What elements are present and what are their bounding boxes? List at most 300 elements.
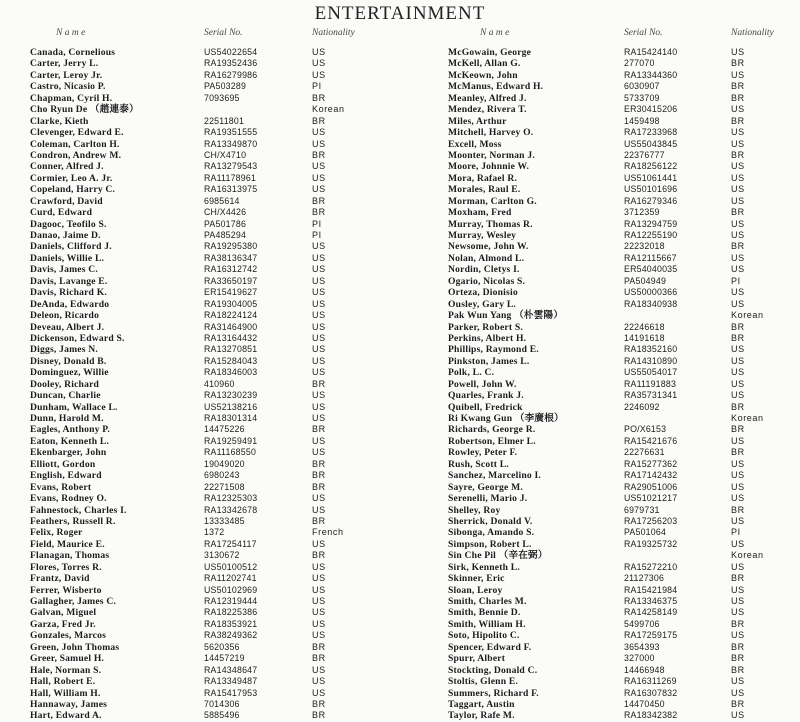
roster-row [30, 573, 400, 584]
person-name: Pinkston, James L. [448, 355, 530, 367]
roster-row [448, 630, 798, 641]
person-name: Fahnestock, Charles I. [30, 504, 127, 516]
roster-row [448, 516, 798, 527]
roster-row [448, 184, 798, 195]
nationality: BR [731, 618, 745, 629]
person-name: Dagooc, Teofilo S. [30, 218, 107, 230]
nationality: US [312, 69, 326, 80]
person-name: McGowain, George [448, 47, 532, 58]
serial-number: 19049020 [204, 458, 245, 469]
nationality: US [312, 401, 326, 412]
person-name: Condron, Andrew M. [30, 149, 122, 161]
roster-row [30, 299, 400, 310]
roster-list-left [30, 47, 400, 722]
serial-number: PA501786 [204, 218, 247, 229]
roster-row [448, 550, 798, 561]
nationality: US [312, 332, 326, 343]
roster-row [30, 402, 400, 413]
serial-number: US55054017 [624, 367, 678, 378]
serial-number: RA17233968 [624, 127, 678, 138]
serial-number: RA19259491 [204, 435, 258, 446]
person-name: Skinner, Eric [448, 573, 505, 585]
serial-number: ER30415206 [624, 104, 678, 115]
nationality: US [731, 172, 745, 183]
roster-row [448, 424, 798, 435]
roster-row [448, 470, 798, 481]
person-name: Dominguez, Willie [30, 367, 109, 379]
person-name: Polk, L. C. [448, 367, 495, 379]
roster-row [30, 482, 400, 493]
serial-number: RA11191883 [624, 378, 677, 389]
nationality: US [731, 470, 745, 481]
roster-row [30, 470, 400, 481]
nationality: French [312, 527, 344, 538]
person-name: Richards, George R. [448, 424, 536, 436]
person-name: Dooley, Richard [30, 378, 100, 390]
header-name: N a m e [56, 28, 86, 38]
roster-row [448, 390, 798, 401]
nationality: US [312, 435, 326, 446]
nationality: US [312, 607, 326, 618]
serial-number: US51021217 [624, 493, 678, 504]
nationality: US [312, 47, 326, 57]
person-name: Moore, Johnnie W. [448, 161, 530, 173]
serial-number: RA15421676 [624, 435, 678, 446]
roster-row [448, 459, 798, 470]
person-name: Nordin, Cletys I. [448, 264, 520, 276]
roster-row [448, 161, 798, 172]
person-name: Canada, Cornelious [30, 47, 116, 58]
serial-number: RA19295380 [204, 241, 258, 252]
roster-row [448, 287, 798, 298]
roster-row [448, 573, 798, 584]
serial-number: 3654393 [624, 641, 660, 652]
nationality: BR [731, 115, 745, 126]
person-name: Conner, Alfred J. [30, 161, 104, 173]
roster-row [30, 356, 400, 367]
roster-row [448, 70, 798, 81]
roster-row [448, 562, 798, 573]
nationality: BR [731, 698, 745, 709]
serial-number: 5733709 [624, 92, 660, 103]
nationality: US [731, 390, 745, 401]
serial-number: RA13344360 [624, 69, 678, 80]
serial-number: RA12115667 [624, 252, 677, 263]
roster-row [448, 607, 798, 618]
nationality: US [731, 515, 745, 526]
person-name: Morales, Raul E. [448, 184, 521, 196]
nationality: BR [312, 481, 326, 492]
roster-row [30, 630, 400, 641]
roster-row [30, 344, 400, 355]
person-name: Flanagan, Thomas [30, 550, 110, 562]
nationality: BR [731, 207, 745, 218]
roster-row [448, 436, 798, 447]
roster-row [30, 207, 400, 218]
serial-number: PO/X6153 [624, 424, 667, 435]
roster-row [448, 653, 798, 664]
person-name: Elliott, Gordon [30, 458, 96, 470]
person-name: Copeland, Harry C. [30, 184, 116, 196]
roster-row [448, 139, 798, 150]
column-header [448, 28, 798, 41]
person-name: Quarles, Frank J. [448, 390, 524, 402]
person-name: Powell, John W. [448, 378, 517, 390]
serial-number: 7014306 [204, 698, 240, 709]
nationality: US [731, 435, 745, 446]
nationality: US [312, 664, 326, 675]
nationality: US [731, 607, 745, 618]
person-name: McKeown, John [448, 69, 518, 81]
person-name: Sayre, George M. [448, 481, 523, 493]
nationality: US [731, 687, 745, 698]
person-name: Moxham, Fred [448, 207, 512, 219]
serial-number: RA17142432 [624, 470, 678, 481]
person-name: Dunham, Wallace L. [30, 401, 118, 413]
roster-row [30, 390, 400, 401]
person-name: Smith, William H. [448, 618, 526, 630]
serial-number: RA15421984 [624, 584, 678, 595]
nationality: US [731, 676, 745, 687]
nationality: US [312, 58, 326, 69]
person-name: Orteza, Dionisio [448, 287, 518, 299]
nationality: US [312, 630, 326, 641]
nationality: BR [312, 378, 326, 389]
person-name: English, Edward [30, 470, 102, 482]
nationality: US [312, 275, 326, 286]
person-name: Crawford, David [30, 195, 103, 207]
serial-number: RA13294759 [624, 218, 678, 229]
header-name: N a m e [480, 28, 510, 38]
roster-row [30, 196, 400, 207]
person-name: Soto, Hipolito C. [448, 630, 520, 642]
roster-row [448, 665, 798, 676]
person-name: Deveau, Albert J. [30, 321, 105, 333]
nationality: US [312, 584, 326, 595]
roster-row [448, 413, 798, 424]
person-name: Coleman, Carlton H. [30, 138, 120, 150]
page-title: ENTERTAINMENT [314, 3, 486, 24]
serial-number: 5620356 [204, 641, 240, 652]
serial-number: RA17254117 [204, 538, 257, 549]
serial-number: RA18340938 [624, 298, 678, 309]
nationality: BR [312, 149, 326, 160]
serial-number: CH/X4710 [204, 149, 247, 160]
nationality: Korean [731, 310, 764, 321]
nationality: US [731, 584, 745, 595]
nationality: US [731, 184, 745, 195]
serial-number: RA15417953 [204, 687, 258, 698]
serial-number: 410960 [204, 378, 235, 389]
serial-number: RA13164432 [204, 332, 258, 343]
person-name: Robertson, Elmer L. [448, 435, 536, 447]
serial-number: PA501064 [624, 527, 667, 538]
serial-number: RA19352436 [204, 58, 258, 69]
person-name: Ferrer, Wisberto [30, 584, 102, 596]
roster-row [448, 276, 798, 287]
person-name: Feathers, Russell R. [30, 515, 116, 527]
roster-row [448, 699, 798, 710]
serial-number: RA13279543 [204, 161, 258, 172]
roster-row [448, 642, 798, 653]
serial-number: RA19351555 [204, 127, 258, 138]
roster-row [30, 253, 400, 264]
roster-row [30, 184, 400, 195]
serial-number: 6030907 [624, 81, 660, 92]
person-name: Hale, Norman S. [30, 664, 102, 676]
roster-row [448, 127, 798, 138]
roster-row [30, 493, 400, 504]
serial-number: 7093695 [204, 92, 240, 103]
serial-number: 2246092 [624, 401, 660, 412]
roster-row [30, 367, 400, 378]
person-name: Green, John Thomas [30, 641, 120, 653]
serial-number: RA16311269 [624, 676, 677, 687]
person-name: Spencer, Edward F. [448, 641, 532, 653]
nationality: US [731, 104, 745, 115]
roster-row [30, 219, 400, 230]
serial-number: RA18256122 [624, 161, 678, 172]
roster-row [30, 596, 400, 607]
roster-row [448, 230, 798, 241]
nationality: US [731, 596, 745, 606]
roster-row [30, 150, 400, 161]
roster-row [448, 710, 798, 721]
serial-number: RA17259175 [624, 630, 678, 641]
person-name: Sin Che Pil （辛在弼） [448, 550, 548, 562]
serial-number: CH/X4426 [204, 207, 247, 218]
serial-number: 3130672 [204, 550, 240, 561]
nationality: PI [312, 230, 322, 240]
roster-row [30, 58, 400, 69]
serial-number: RA13230239 [204, 390, 258, 401]
person-name: Galvan, Miguel [30, 607, 97, 619]
nationality: BR [731, 332, 745, 343]
person-name: Hall, Robert E. [30, 676, 96, 688]
roster-row [448, 333, 798, 344]
person-name: Evans, Robert [30, 481, 92, 493]
roster-row [30, 322, 400, 333]
nationality: BR [731, 504, 745, 515]
serial-number: RA11202741 [204, 573, 257, 584]
nationality: US [731, 127, 745, 138]
person-name: Pak Wun Yang （朴雲陽） [448, 310, 564, 322]
serial-number: RA14348647 [204, 664, 258, 675]
nationality: US [312, 504, 326, 515]
person-name: Hart, Edward A. [30, 710, 102, 722]
roster-row [30, 241, 400, 252]
nationality: PI [312, 218, 322, 229]
person-name: Serenelli, Mario J. [448, 493, 528, 505]
serial-number: 277070 [624, 58, 655, 69]
nationality: US [312, 538, 326, 549]
serial-number: RA11168550 [204, 447, 257, 458]
serial-number: 5499706 [624, 618, 660, 629]
nationality: BR [731, 241, 745, 252]
serial-number: 21127306 [624, 573, 665, 584]
serial-number: RA18342382 [624, 710, 678, 721]
serial-number: RA16313975 [204, 184, 258, 195]
person-name: Chapman, Cyril H. [30, 92, 113, 104]
serial-number: 14470450 [624, 698, 665, 709]
serial-number: RA18352160 [624, 344, 678, 355]
nationality: US [731, 493, 745, 504]
roster-row [30, 333, 400, 344]
roster-row [448, 253, 798, 264]
person-name: Taylor, Rafe M. [448, 710, 515, 722]
serial-number: RA13342678 [204, 504, 258, 515]
person-name: Dunn, Harold M. [30, 413, 104, 424]
serial-number: RA29051006 [624, 481, 678, 492]
roster-row [30, 47, 400, 58]
nationality: US [731, 367, 745, 378]
roster-row [30, 527, 400, 538]
serial-number: RA13349870 [204, 138, 258, 149]
roster-row [448, 219, 798, 230]
roster-row [448, 47, 798, 58]
serial-number: RA15272210 [624, 561, 678, 572]
person-name: Hannaway, James [30, 698, 108, 710]
roster-row [448, 688, 798, 699]
nationality: US [731, 481, 745, 492]
serial-number: US50100512 [204, 561, 258, 572]
serial-number: RA14258149 [624, 607, 678, 618]
roster-row [448, 493, 798, 504]
roster-row [448, 596, 798, 607]
roster-row [448, 356, 798, 367]
nationality: PI [731, 527, 741, 538]
roster-row [30, 230, 400, 241]
person-name: Miles, Arthur [448, 115, 507, 127]
person-name: Nolan, Almond L. [448, 252, 525, 264]
serial-number: RA14310890 [624, 355, 678, 366]
roster-row [448, 241, 798, 252]
serial-number: RA12325303 [204, 493, 258, 504]
serial-number: 22511801 [204, 115, 245, 126]
serial-number: 22271508 [204, 481, 245, 492]
person-name: Field, Maurice E. [30, 538, 105, 550]
roster-row [448, 173, 798, 184]
serial-number: RA13346375 [624, 596, 678, 606]
person-name: Shelley, Roy [448, 504, 501, 516]
roster-row [448, 402, 798, 413]
nationality: US [731, 69, 745, 80]
serial-number: US54022654 [204, 47, 258, 57]
nationality: US [312, 413, 326, 423]
roster-row [30, 287, 400, 298]
roster-row [448, 585, 798, 596]
serial-number: RA33650197 [204, 275, 258, 286]
roster-row [30, 264, 400, 275]
person-name: Daniels, Willie L. [30, 252, 105, 264]
person-name: Diggs, James N. [30, 344, 99, 356]
nationality: Korean [731, 413, 764, 423]
person-name: Smith, Bennie D. [448, 607, 521, 619]
person-name: Greer, Samuel H. [30, 653, 105, 665]
roster-row [30, 413, 400, 424]
serial-number: US55043845 [624, 138, 678, 149]
person-name: Davis, Lavange E. [30, 275, 108, 287]
serial-number: 1459498 [624, 115, 660, 126]
serial-number: RA19304005 [204, 298, 258, 309]
serial-number: RA12255190 [624, 230, 678, 240]
person-name: Cormier, Leo A. Jr. [30, 172, 113, 184]
roster-row [30, 116, 400, 127]
person-name: Davis, James C. [30, 264, 99, 276]
roster-row [448, 104, 798, 115]
roster-row [448, 527, 798, 538]
nationality: BR [312, 550, 326, 561]
nationality: US [312, 127, 326, 138]
roster-row [30, 539, 400, 550]
nationality: Korean [312, 104, 345, 115]
nationality: US [731, 47, 745, 57]
nationality: BR [312, 195, 326, 206]
roster-row [30, 276, 400, 287]
serial-number: RA15284043 [204, 355, 258, 366]
nationality: US [312, 321, 326, 332]
nationality: US [312, 184, 326, 195]
nationality: BR [312, 92, 326, 103]
serial-number: RA16307832 [624, 687, 678, 698]
person-name: Clarke, Kieth [30, 115, 89, 127]
person-name: Sanchez, Marcelino I. [448, 470, 542, 482]
serial-number: US50102969 [204, 584, 258, 595]
person-name: DeAnda, Edwardo [30, 298, 110, 310]
serial-number: RA16279346 [624, 195, 678, 206]
roster-row [30, 710, 400, 721]
roster-row [30, 550, 400, 561]
serial-number: RA38136347 [204, 252, 258, 263]
serial-number: 13333485 [204, 515, 245, 526]
serial-number: 14475226 [204, 424, 245, 435]
nationality: US [312, 355, 326, 366]
roster-row [30, 127, 400, 138]
person-name: Cho Ryun De （趙連泰） [30, 104, 139, 116]
person-name: Felix, Roger [30, 527, 83, 539]
serial-number: ER15419627 [204, 287, 258, 298]
serial-number: 6979731 [624, 504, 660, 515]
roster-row [30, 505, 400, 516]
nationality: US [731, 161, 745, 172]
roster-row [448, 322, 798, 333]
nationality: US [312, 264, 326, 275]
nationality: US [312, 138, 326, 149]
person-name: Disney, Donald B. [30, 355, 107, 367]
roster-row [30, 676, 400, 687]
person-name: Sherrick, Donald V. [448, 515, 533, 527]
serial-number: PA503289 [204, 81, 247, 92]
person-name: Carter, Leroy Jr. [30, 69, 103, 81]
roster-row [448, 539, 798, 550]
person-name: Duncan, Charlie [30, 390, 101, 402]
nationality: Korean [731, 550, 764, 561]
person-name: Sloan, Leroy [448, 584, 503, 596]
person-name: Mora, Rafael R. [448, 172, 518, 184]
person-name: Spurr, Albert [448, 653, 506, 665]
nationality: BR [731, 81, 745, 92]
person-name: Mitchell, Harvey O. [448, 127, 534, 139]
serial-number: RA38249362 [204, 630, 258, 641]
person-name: Gonzales, Marcos [30, 630, 107, 642]
nationality: US [312, 241, 326, 252]
nationality: BR [731, 653, 745, 664]
nationality: BR [731, 447, 745, 458]
serial-number: 14191618 [624, 332, 665, 343]
serial-number: RA13270851 [204, 344, 258, 355]
roster-row [448, 81, 798, 92]
serial-number: US50101696 [624, 184, 678, 195]
